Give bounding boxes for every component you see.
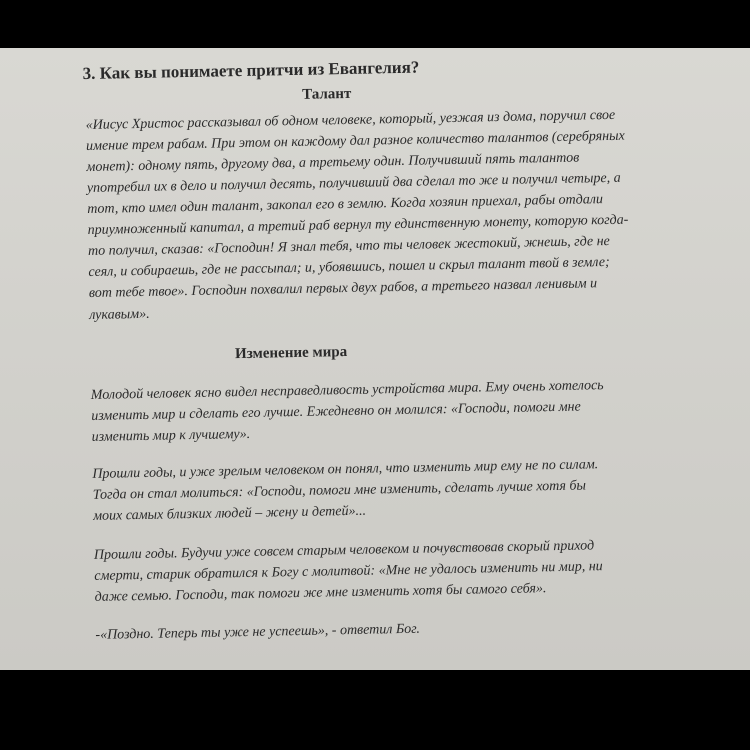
text-line: то получил, сказав: «Господин! Я знал тебя, что ты человек жестокий, жнешь, где не bbox=[87, 233, 610, 259]
text-line: моих самых близких людей – жену и детей»... bbox=[93, 503, 367, 524]
document-content bbox=[0, 48, 750, 670]
text-line: лукавым». bbox=[89, 306, 150, 323]
text-line: вот тебе твое». Господин похвалил первых двух рабов, а третьего назвал ленивым и bbox=[88, 276, 598, 301]
text-line: монет): одному пять, другому два, а третьему один. Получивший пять талантов bbox=[86, 150, 580, 175]
text-line: употребил их в дело и получил десять, получивший два сделал то же и получил четыре, а bbox=[86, 170, 621, 196]
paper-sheet bbox=[0, 48, 750, 670]
text-line: изменить мир и сделать его лучше. Ежедневно он молился: «Господи, помоги мне bbox=[91, 399, 581, 424]
text-line: тот, кто имел один талант, закопал его в землю. Когда хозяин приехал, рабы отдали bbox=[87, 192, 604, 217]
section-heading: 3. Как вы понимаете притчи из Евангелия? bbox=[82, 57, 420, 84]
text-line: сеял, и собираешь, где не рассыпал; и, убоявшись, пошел и скрыл талант твой в земле; bbox=[88, 254, 610, 280]
text-line: изменить мир к лучшему». bbox=[91, 426, 251, 445]
closing-line: -«Поздно. Теперь ты уже не успеешь», - ответил Бог. bbox=[95, 621, 421, 643]
text-line: Молодой человек ясно видел несправедливость устройства мира. Ему очень хотелось bbox=[90, 378, 604, 403]
parable-title-change-world: Изменение мира bbox=[234, 344, 348, 363]
parable-title-talent: Талант bbox=[301, 85, 352, 103]
text-line: Прошли годы. Будучи уже совсем старым человеком и почувствовав скорый приход bbox=[93, 538, 595, 563]
text-line: смерти, старик обратился к Богу с молитвой: «Мне не удалось изменить ни мир, ни bbox=[94, 559, 603, 584]
text-line: приумноженный капитал, а третий раб вернул ту единственную монету, которую когда- bbox=[87, 212, 629, 238]
text-line: «Иисус Христос рассказывал об одном человеке, который, уезжая из дома, поручил свое bbox=[85, 107, 616, 133]
text-line: Тогда он стал молиться: «Господи, помоги мне изменить, сделать лучше хотя бы bbox=[92, 478, 587, 503]
text-line: даже семью. Господи, так помоги же мне изменить хотя бы самого себя». bbox=[94, 581, 547, 605]
text-line: Прошли годы, и уже зрелым человеком он понял, что изменить мир ему не по силам. bbox=[92, 457, 599, 482]
text-line: имение трем рабам. При этом он каждому дал разное количество талантов (серебряных bbox=[85, 128, 625, 154]
